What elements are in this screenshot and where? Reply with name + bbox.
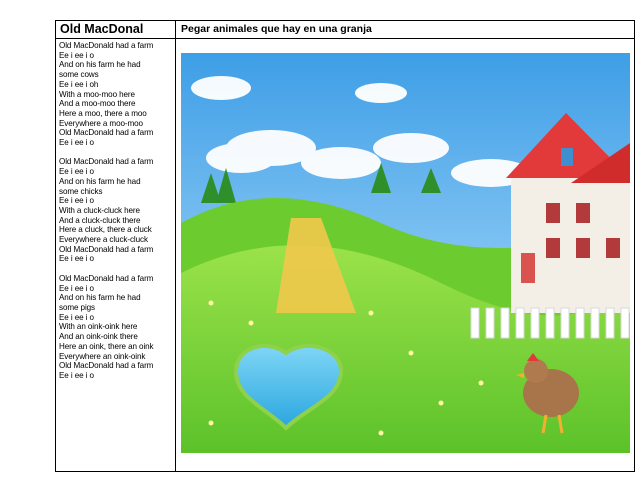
farm-scene-icon bbox=[181, 53, 630, 453]
column-divider bbox=[175, 21, 176, 471]
activity-instructions-header: Pegar animales que hay en una granja bbox=[181, 23, 372, 35]
header-divider bbox=[56, 38, 634, 39]
worksheet-table bbox=[55, 20, 635, 472]
song-title-header: Old MacDonal bbox=[60, 22, 144, 36]
song-lyrics: Old MacDonald had a farm Ee i ee i o And on his farm he had some cows Ee i ee i oh With a moo-moo here And a moo-moo there Here a moo, there a moo Everywhere a moo-moo Old MacDonald had a farm Ee i ee i o Old MacDonald had a farm Ee i ee i o And on his farm he had some chicks Ee i ee i o With a cluck-cluck here And a cluck-cluck there Here a cluck, there a cluck Everywhere a cluck-cluck Old MacDonald had a farm Ee i ee i o Old MacDonald had a farm Ee i ee i o And on his farm he had some pigs Ee i ee i o With an oink-oink here And an oink-oink there Here an oink, there an oink Everywhere an oink-oink Old MacDonald had a farm Ee i ee i o bbox=[59, 41, 154, 380]
